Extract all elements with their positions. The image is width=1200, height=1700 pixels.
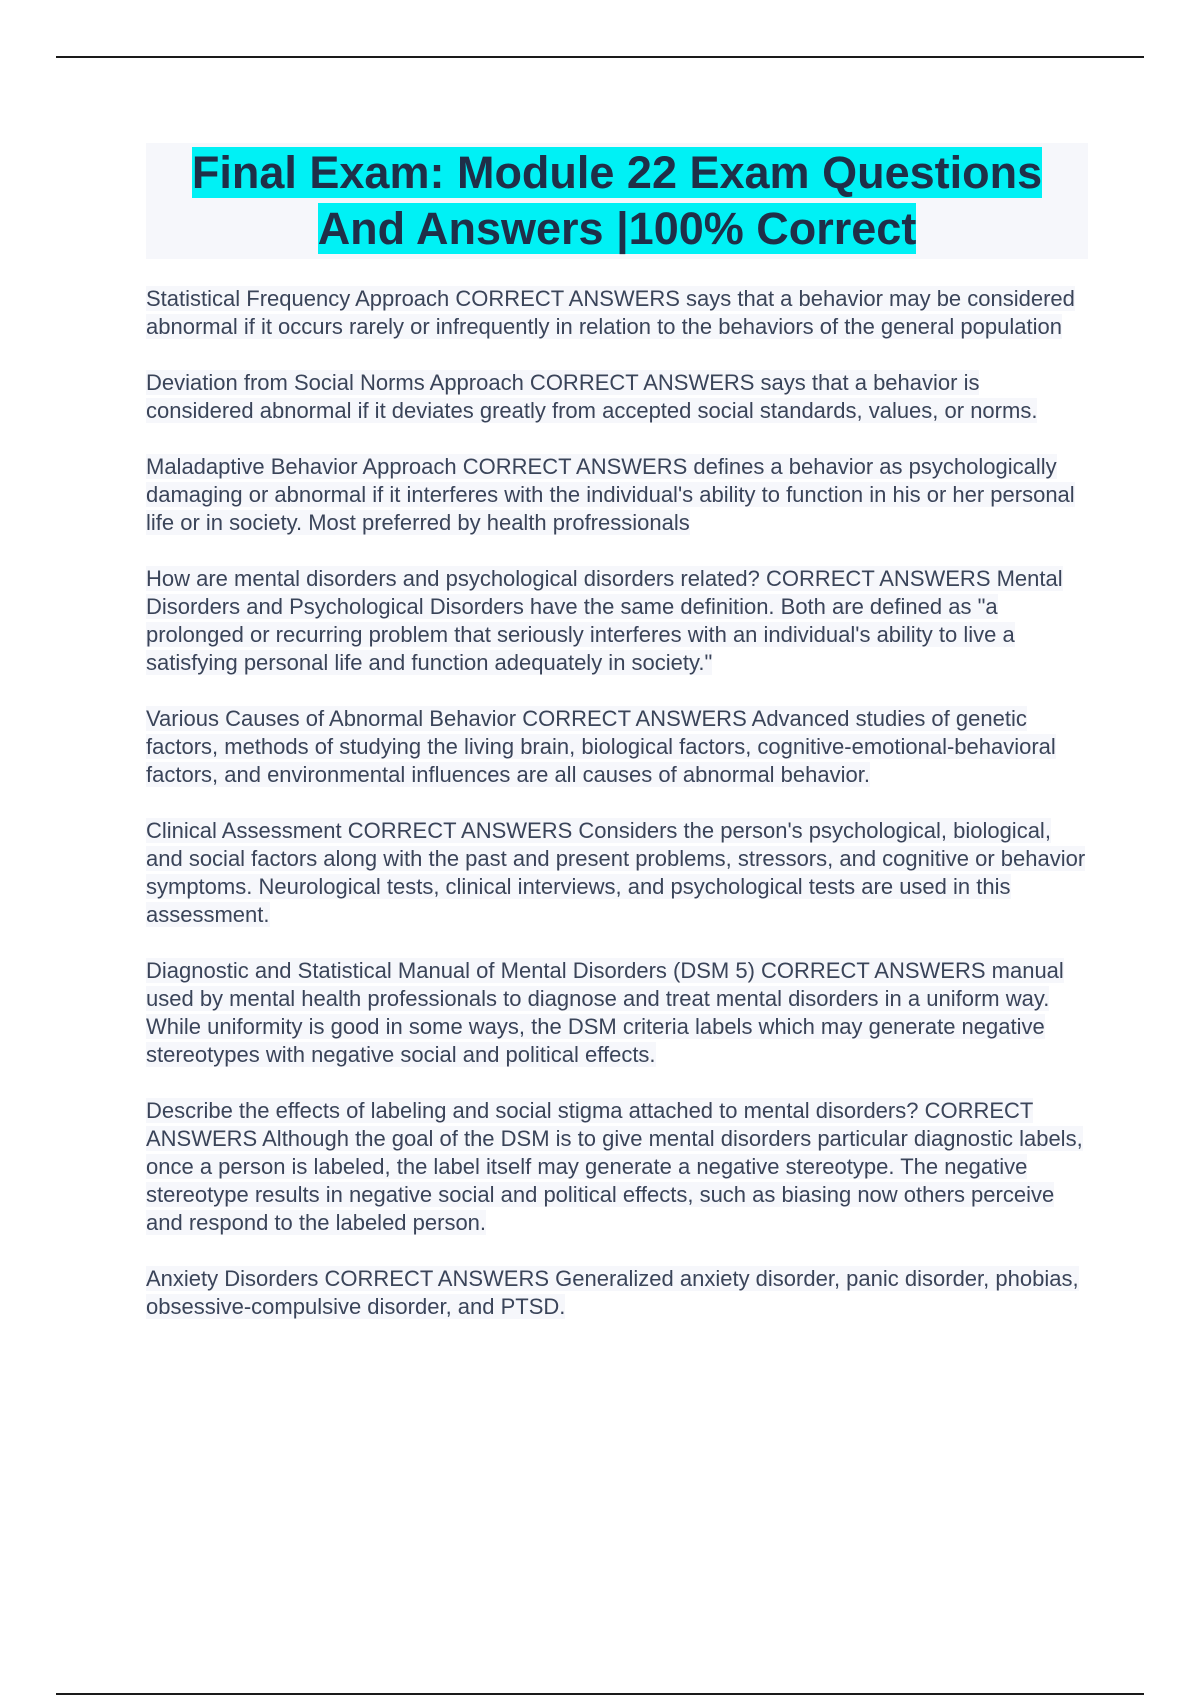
qa-text: Describe the effects of labeling and social stigma attached to mental disorders? CORRECT ANSWERS Although the goal of the DSM is to give mental disorders particular diagnostic labels, once a person is labeled, the label itself may generate a negative stereotype. The negative stereotype results in negative social and political effects, such as biasing now others perceive and respond to the labeled person. bbox=[146, 1098, 1083, 1235]
qa-item bbox=[146, 1265, 1088, 1321]
page-title bbox=[146, 145, 1088, 257]
qa-item bbox=[146, 565, 1088, 677]
qa-text: Clinical Assessment CORRECT ANSWERS Considers the person's psychological, biological, and social factors along with the past and present problems, stressors, and cognitive or behavior symptoms. Neurological tests, clinical interviews, and psychological tests are used in this assessment. bbox=[146, 818, 1086, 927]
qa-item bbox=[146, 285, 1088, 341]
document-body bbox=[146, 143, 1088, 1349]
qa-item bbox=[146, 453, 1088, 537]
qa-item bbox=[146, 369, 1088, 425]
qa-text: Anxiety Disorders CORRECT ANSWERS Generalized anxiety disorder, panic disorder, phobias, obsessive-compulsive disorder, and PTSD. bbox=[146, 1266, 1079, 1319]
qa-text: Maladaptive Behavior Approach CORRECT ANSWERS defines a behavior as psychologically damaging or abnormal if it interferes with the individual's ability to function in his or her personal life or in society. Most preferred by health profressionals bbox=[146, 454, 1075, 535]
title-highlight: Final Exam: Module 22 Exam Questions And Answers |100% Correct bbox=[191, 147, 1043, 254]
qa-item bbox=[146, 817, 1088, 929]
qa-item bbox=[146, 705, 1088, 789]
bottom-rule bbox=[56, 1693, 1144, 1695]
qa-item bbox=[146, 957, 1088, 1069]
qa-list bbox=[146, 285, 1088, 1321]
qa-text: Deviation from Social Norms Approach CORRECT ANSWERS says that a behavior is considered abnormal if it deviates greatly from accepted social standards, values, or norms. bbox=[146, 370, 1038, 423]
title-block bbox=[146, 143, 1088, 259]
qa-text: Statistical Frequency Approach CORRECT ANSWERS says that a behavior may be considered abnormal if it occurs rarely or infrequently in relation to the behaviors of the general population bbox=[146, 286, 1075, 339]
qa-item bbox=[146, 1097, 1088, 1237]
qa-text: Diagnostic and Statistical Manual of Mental Disorders (DSM 5) CORRECT ANSWERS manual used by mental health professionals to diagnose and treat mental disorders in a uniform way. While uniformity is good in some ways, the DSM criteria labels which may generate negative stereotypes with negative social and political effects. bbox=[146, 958, 1064, 1067]
qa-text: How are mental disorders and psychological disorders related? CORRECT ANSWERS Mental Disorders and Psychological Disorders have the same definition. Both are defined as "a prolonged or recurring problem that seriously interferes with an individual's ability to live a satisfying personal life and function adequately in society." bbox=[146, 566, 1063, 675]
top-rule bbox=[56, 56, 1144, 58]
qa-text: Various Causes of Abnormal Behavior CORRECT ANSWERS Advanced studies of genetic factors, methods of studying the living brain, biological factors, cognitive-emotional-behavioral factors, and environmental influences are all causes of abnormal behavior. bbox=[146, 706, 1056, 787]
